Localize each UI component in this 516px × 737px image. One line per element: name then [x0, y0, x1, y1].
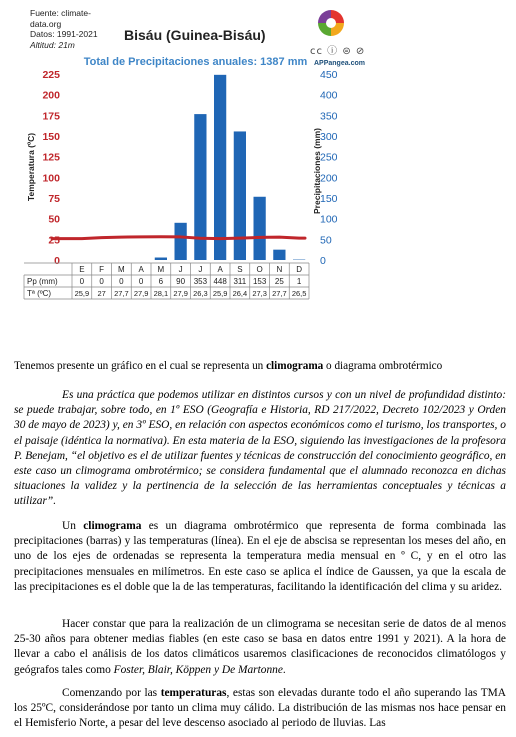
month-label: E — [79, 265, 85, 274]
month-label: N — [276, 265, 283, 274]
p4-post: , estas son elevadas durante todo el año superando las TMA los 25ºC, considerándose por tanto un clima muy cálido. La distribución de las mismas nos hace pensar en el Hemisferio Norte, a pesar del leve descenso asociado al periodo de lluvias. Las — [14, 687, 507, 730]
appangea-logo-icon — [316, 8, 346, 38]
logo-text: APPangea.com — [314, 60, 365, 67]
right-tick-label: 150 — [320, 193, 338, 205]
paragraph-3 — [14, 617, 506, 678]
temp-value: 27,3 — [252, 289, 267, 298]
month-label: D — [296, 265, 303, 274]
temp-value: 27 — [97, 289, 106, 298]
temperature-line — [52, 237, 305, 239]
precip-value: 90 — [176, 277, 186, 286]
month-label: S — [237, 265, 243, 274]
left-tick-label: 0 — [54, 255, 60, 267]
paragraph-2 — [14, 519, 506, 595]
right-tick-label: 450 — [320, 69, 338, 81]
month-label: A — [217, 265, 223, 274]
temp-value: 25,9 — [212, 289, 228, 298]
precip-bar — [254, 197, 266, 260]
p3-pre: Hacer constar que para la realización de un climograma se necesitan serie de datos de al menos 25-30 años para obtener medias fiables (en este caso se basa en datos entre 1991 y 2021). A la hora de llevar a cabo el análisis de los datos climáticos usaremos clasificaciones de reconocidos climatólogos y geógrafos tales como — [14, 618, 506, 676]
paragraph-4 — [14, 686, 506, 732]
left-tick-label: 25 — [48, 234, 60, 247]
month-label: J — [198, 265, 203, 274]
right-axis-title: Precipitaciones (mm) — [312, 128, 322, 214]
left-tick-label: 50 — [48, 213, 60, 226]
right-tick-label: 300 — [320, 131, 338, 143]
left-tick-label: 175 — [42, 110, 60, 123]
temp-value: 26,4 — [232, 289, 248, 298]
p3-italic: Foster, Blair, Köppen y De Martonne — [113, 663, 283, 676]
source-line-4: Altitud: 21m — [30, 39, 75, 50]
month-label: A — [138, 265, 144, 274]
month-label: M — [157, 265, 165, 274]
precip-value: 6 — [158, 277, 164, 286]
temp-value: 27,9 — [133, 289, 149, 298]
right-tick-label: 250 — [320, 151, 338, 164]
precip-bar — [214, 75, 226, 260]
temp-value: 27,9 — [173, 289, 188, 298]
precip-value: 0 — [79, 277, 85, 286]
intro-post: o diagrama ombrotérmico — [323, 360, 443, 372]
temp-value: 26,5 — [291, 289, 307, 298]
intro-sentence — [14, 360, 442, 372]
left-tick-label: 200 — [42, 89, 60, 102]
source-line-1: Fuente: climate- — [30, 8, 91, 18]
precip-bar — [175, 223, 187, 260]
chart-title: Bisáu (Guinea-Bisáu) — [124, 27, 266, 43]
p2-post: es un diagrama ombrotérmico que representa de forma combinada las precipitaciones (barras) y las temperaturas (línea). En el eje de abscisa se representan los meses del año, en uno de los ejes de ordenadas se representa la temperatura media mensual en º C, y en el otro las precipitaciones mensuales en milímetros. En este caso se aplica el índice de Gaussen, ya que la escala de las precipitaciones es el doble que la de las temperaturas, facilitando la identificación del clima y su aridez. — [14, 520, 506, 593]
precip-value: 448 — [213, 277, 227, 286]
precip-value: 25 — [274, 277, 284, 286]
right-tick-label: 100 — [320, 213, 338, 226]
left-tick-label: 225 — [42, 69, 60, 81]
right-tick-label: 50 — [320, 234, 332, 247]
precip-value: 1 — [296, 277, 302, 286]
precip-bar — [273, 250, 285, 260]
month-label: F — [99, 265, 105, 274]
license-icons: cc ⓘ ⊜ ⊘ — [310, 46, 366, 57]
left-axis-title: Temperatura (ºC) — [26, 132, 36, 202]
month-label: M — [118, 265, 125, 274]
paragraph-1: Es una práctica que podemos utilizar en distintos cursos y con un nivel de profundidad distinto: se puede trabajar, sobre todo, en 1º ESO (Geografía e Historia, RD 217/2022, Decreto 102/2023 y Orden 30 de mayo de 2023) y, en 3º ESO, en relación con aspectos económicos como el turismo, los transportes, o el paisaje (idéntica la normativa). En esta materia de la ESO, siguiendo las investigaciones de la profesora P. Benejam, “el objetivo es el de utilizar fuentes y técnicas de construcción del conocimiento geográfico, en este caso un climograma ombrotérmico; se considera fundamental que el alumnado reconozca en dichas situaciones la validez y la pertinencia de la selección de las herramientas conceptuales y técnicas a utilizar”. — [14, 389, 506, 508]
p2-bold: climograma — [83, 520, 142, 532]
month-label: O — [256, 265, 263, 274]
precip-row-label: Pp (mm) — [27, 277, 58, 286]
temp-value: 27,7 — [272, 289, 287, 298]
climograma-chart — [0, 48, 338, 338]
source-line-3: Datos: 1991-2021 — [30, 29, 98, 39]
left-tick-label: 150 — [42, 131, 60, 143]
precip-bar — [234, 131, 246, 260]
precip-value: 0 — [99, 277, 104, 286]
p4-bold: temperaturas — [160, 687, 227, 699]
chart-subtitle: Total de Precipitaciones anuales: 1387 mm — [83, 56, 308, 68]
right-tick-label: 400 — [320, 89, 338, 102]
source-info — [30, 8, 98, 50]
intro-bold: climograma — [266, 360, 324, 372]
p4-pre: Comenzando por las — [62, 687, 161, 699]
left-tick-label: 75 — [48, 193, 60, 205]
precip-bar — [155, 258, 167, 260]
right-tick-label: 0 — [320, 255, 326, 267]
month-label: J — [178, 265, 183, 274]
precip-value: 0 — [138, 277, 144, 286]
temp-value: 28,1 — [153, 289, 169, 298]
p2-pre: Un — [62, 520, 84, 532]
left-tick-label: 100 — [42, 172, 60, 185]
p3-post: . — [282, 663, 286, 676]
source-line-2: data.org — [30, 18, 62, 29]
temp-value: 27,7 — [114, 289, 129, 298]
precip-value: 353 — [193, 277, 208, 286]
temp-value: 25,9 — [74, 289, 90, 298]
right-tick-label: 350 — [320, 110, 338, 123]
temp-row-label: Tª (ºC) — [27, 289, 52, 298]
temp-value: 26,3 — [193, 289, 208, 298]
intro-pre: Tenemos presente un gráfico en el cual se representa un — [14, 360, 267, 372]
precip-value: 0 — [119, 277, 124, 286]
left-tick-label: 125 — [42, 151, 60, 164]
right-tick-label: 200 — [320, 172, 338, 185]
precip-value: 311 — [233, 277, 247, 286]
precip-value: 153 — [252, 277, 267, 286]
